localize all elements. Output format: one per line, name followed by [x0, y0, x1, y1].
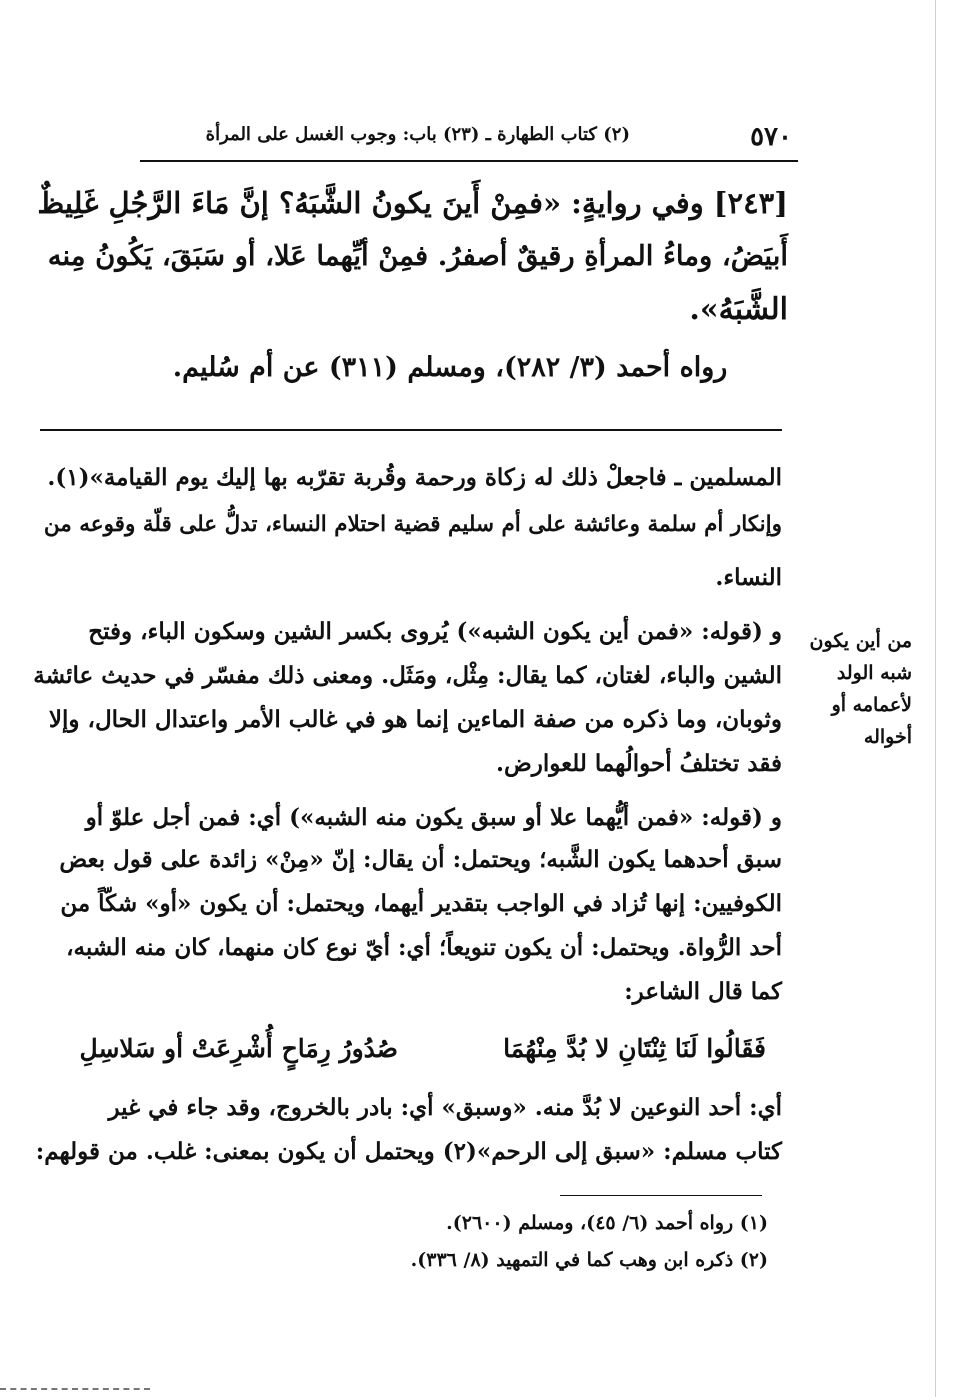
- header-rule: [140, 160, 798, 162]
- body-line: كتاب مسلم: «سبق إلى الرحم»(٢) ويحتمل أن يكون بمعنى: غلب. من قولهم:: [35, 1138, 782, 1165]
- margin-note-line: لأعمامه أو: [831, 694, 912, 716]
- page-number: ٥٧٠: [750, 122, 792, 152]
- body-line: المسلمين ـ فاجعلْ ذلك له زكاة ورحمة وقُربة تقرّبه بها إليك يوم القيامة»(١).: [47, 464, 782, 491]
- verse-first-hemistich: فَقَالُوا لَنَا ثِنْتَانِ لا بُدَّ مِنْهُمَا: [503, 1034, 766, 1063]
- hadith-source: رواه أحمد (٣/ ٢٨٢)، ومسلم (٣١١) عن أم سُليم.: [172, 352, 728, 383]
- margin-note-line: من أين يكون: [809, 630, 912, 652]
- hadith-line: [٢٤٣] وفي روايةٍ: «فمِنْ أَينَ يكونُ الشَّبَهُ؟ إنَّ مَاءَ الرَّجُلِ غَلِيظٌ: [37, 186, 788, 220]
- section-rule: [40, 429, 782, 431]
- margin-note-line: أخواله: [863, 726, 912, 748]
- verse-second-hemistich: صُدُورُ رِمَاحٍ أُشْرِعَتْ أو سَلاسِلِ: [79, 1034, 398, 1063]
- footnote: (١) رواه أحمد (٦/ ٤٥)، ومسلم (٢٦٠٠).: [446, 1212, 768, 1234]
- body-line: وإنكار أم سلمة وعائشة على أم سليم قضية احتلام النساء، تدلُّ على قلّة وقوعه من: [43, 512, 782, 537]
- running-head: (٢) كتاب الطهارة ـ (٢٣) باب: وجوب الغسل على المرأة: [205, 124, 630, 145]
- body-line: النساء.: [715, 564, 782, 591]
- body-line: و (قوله: «فمن أين يكون الشبه») يُروى بكسر الشين وسكون الباء، وفتح: [88, 618, 782, 645]
- footnote-rule: [560, 1195, 762, 1196]
- body-line: و (قوله: «فمن أيُّهما علا أو سبق يكون منه الشبه») أي: فمن أجل علوّ أو: [85, 804, 782, 831]
- body-line: فقد تختلفُ أحوالُهما للعوارض.: [495, 750, 782, 777]
- footnote: (٢) ذكره ابن وهب كما في التمهيد (٨/ ٣٣٦).: [410, 1249, 768, 1271]
- margin-note-line: شبه الولد: [836, 662, 912, 684]
- hadith-line: الشَّبَهُ».: [689, 292, 788, 327]
- body-line: أي: أحد النوعين لا بُدَّ منه. «وسبق» أي: بادر بالخروج، وقد جاء في غير: [108, 1094, 782, 1121]
- page-edge: [935, 0, 936, 1397]
- body-line: كما قال الشاعر:: [624, 978, 782, 1005]
- body-line: أحد الرُّواة. ويحتمل: أن يكون تنويعاً؛ أي: أيّ نوع كان منهما، كان منه الشبه،: [66, 934, 782, 961]
- hadith-line: أَبيَضُ، وماءُ المرأةِ رقيقٌ أصفرُ. فمِنْ أيِّهما عَلا، أو سَبَقَ، يَكُونُ مِنه: [47, 240, 788, 272]
- body-line: وثوبان، وما ذكره من صفة الماءين إنما هو في غالب الأمر واعتدال الحال، وإلا: [48, 706, 782, 733]
- scan-edge-marks: [0, 1388, 150, 1390]
- body-line: الكوفيين: إنها تُزاد في الواجب بتقدير أيهما، ويحتمل: أن يكون «أو» شكّاً من: [60, 890, 782, 917]
- body-line: الشين والباء، لغتان، كما يقال: مِثْل، ومَثَل. ومعنى ذلك مفسّر في حديث عائشة: [33, 662, 782, 689]
- body-line: سبق أحدهما يكون الشَّبه؛ ويحتمل: أن يقال: إنّ «مِنْ» زائدة على قول بعض: [59, 846, 782, 873]
